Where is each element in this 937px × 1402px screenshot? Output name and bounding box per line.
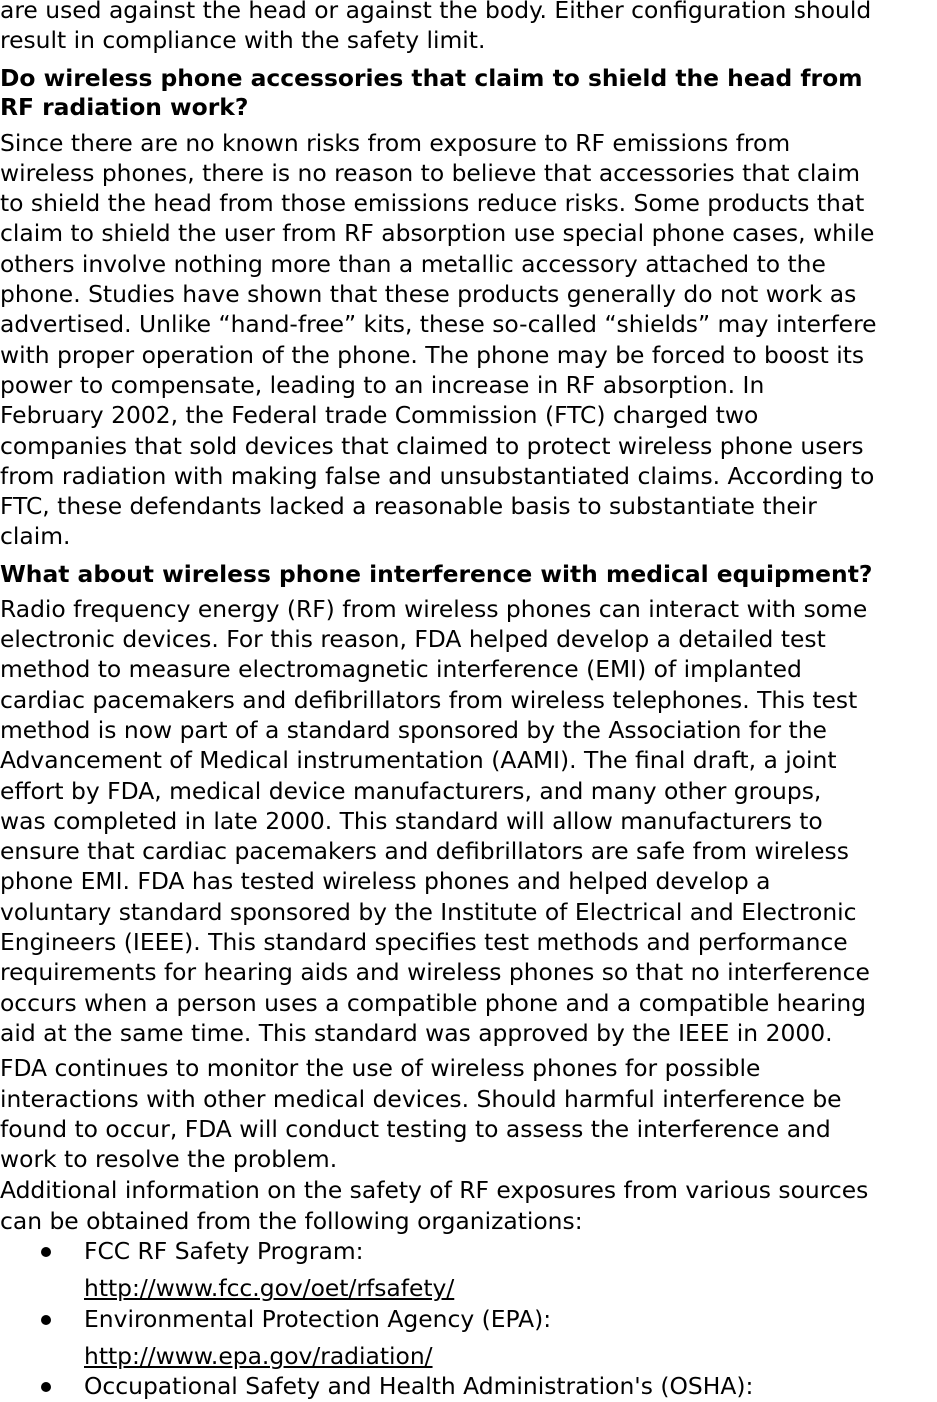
- text-line: interactions with other medical devices. Should harmful interference be: [0, 1084, 842, 1113]
- text-line: FDA continues to monitor the use of wireless phones for possible: [0, 1054, 761, 1083]
- list-item: [0, 1304, 937, 1372]
- medical-answer-paragraph: [0, 594, 937, 1048]
- text-line: Engineers (IEEE). This standard specifies test methods and performance: [0, 928, 848, 957]
- text-line: Since there are no known risks from exposure to RF emissions from: [0, 128, 791, 157]
- text-line: electronic devices. For this reason, FDA helped develop a detailed test: [0, 625, 826, 654]
- text-line: wireless phones, there is no reason to believe that accessories that claim: [0, 158, 860, 187]
- organization-name: FCC RF Safety Program:: [84, 1236, 364, 1265]
- fcc-link[interactable]: http://www.fcc.gov/oet/rfsafety/: [84, 1274, 455, 1303]
- text-line: method to measure electromagnetic interference (EMI) of implanted: [0, 655, 802, 684]
- fda-monitor-paragraph: [0, 1053, 937, 1174]
- bullet-icon: [41, 1315, 51, 1325]
- text-line: companies that sold devices that claimed to protect wireless phone users: [0, 431, 864, 460]
- text-line: Radio frequency energy (RF) from wireless phones can interact with some: [0, 594, 868, 623]
- shield-question-heading: [0, 64, 937, 122]
- text-line: requirements for hearing aids and wireless phones so that no interference: [0, 958, 870, 987]
- text-line: FTC, these defendants lacked a reasonable basis to substantiate their: [0, 492, 817, 521]
- text-line: cardiac pacemakers and defibrillators from wireless telephones. This test: [0, 685, 858, 714]
- text-line: voluntary standard sponsored by the Institute of Electrical and Electronic: [0, 897, 857, 926]
- heading-line: RF radiation work?: [0, 92, 249, 121]
- text-line: result in compliance with the safety limit.: [0, 26, 486, 55]
- text-line: effort by FDA, medical device manufacturers, and many other groups,: [0, 776, 822, 805]
- list-item: [0, 1236, 937, 1304]
- intro-paragraph: [0, 0, 937, 56]
- text-line: claim to shield the user from RF absorption use special phone cases, while: [0, 219, 875, 248]
- text-line: from radiation with making false and unsubstantiated claims. According to: [0, 461, 875, 490]
- text-line: can be obtained from the following organizations:: [0, 1206, 583, 1235]
- text-line: method is now part of a standard sponsored by the Association for the: [0, 715, 827, 744]
- text-line: aid at the same time. This standard was approved by the IEEE in 2000.: [0, 1018, 833, 1047]
- epa-link[interactable]: http://www.epa.gov/radiation/: [84, 1341, 433, 1370]
- text-line: to shield the head from those emissions reduce risks. Some products that: [0, 189, 865, 218]
- text-line: February 2002, the Federal trade Commission (FTC) charged two: [0, 401, 759, 430]
- text-line: with proper operation of the phone. The phone may be forced to boost its: [0, 340, 865, 369]
- heading-line: Do wireless phone accessories that claim to shield the head from: [0, 63, 863, 92]
- text-line: others involve nothing more than a metallic accessory attached to the: [0, 249, 826, 278]
- text-line: occurs when a person uses a compatible phone and a compatible hearing: [0, 988, 867, 1017]
- shield-answer-paragraph: [0, 128, 937, 552]
- bullet-icon: [41, 1382, 51, 1392]
- text-line: are used against the head or against the body. Either configuration should: [0, 0, 872, 24]
- text-line: power to compensate, leading to an increase in RF absorption. In: [0, 370, 765, 399]
- additional-info-paragraph: [0, 1175, 937, 1236]
- text-line: Advancement of Medical instrumentation (AAMI). The final draft, a joint: [0, 746, 837, 775]
- list-item: [0, 1371, 937, 1401]
- organizations-list: [0, 1236, 937, 1401]
- text-line: phone EMI. FDA has tested wireless phones and helped develop a: [0, 867, 771, 896]
- bullet-icon: [41, 1247, 51, 1257]
- medical-question-heading: [0, 560, 937, 589]
- organization-name: Occupational Safety and Health Administration's (OSHA):: [84, 1372, 754, 1401]
- text-line: work to resolve the problem.: [0, 1145, 338, 1174]
- text-line: found to occur, FDA will conduct testing to assess the interference and: [0, 1114, 831, 1143]
- text-line: advertised. Unlike “hand-free” kits, these so-called “shields” may interfere: [0, 310, 877, 339]
- text-line: claim.: [0, 522, 71, 551]
- text-line: was completed in late 2000. This standard will allow manufacturers to: [0, 806, 823, 835]
- text-line: phone. Studies have shown that these products generally do not work as: [0, 280, 857, 309]
- text-line: Additional information on the safety of RF exposures from various sources: [0, 1176, 869, 1205]
- text-line: ensure that cardiac pacemakers and defibrillators are safe from wireless: [0, 837, 849, 866]
- organization-name: Environmental Protection Agency (EPA):: [84, 1304, 552, 1333]
- heading-line: What about wireless phone interference with medical equipment?: [0, 559, 873, 588]
